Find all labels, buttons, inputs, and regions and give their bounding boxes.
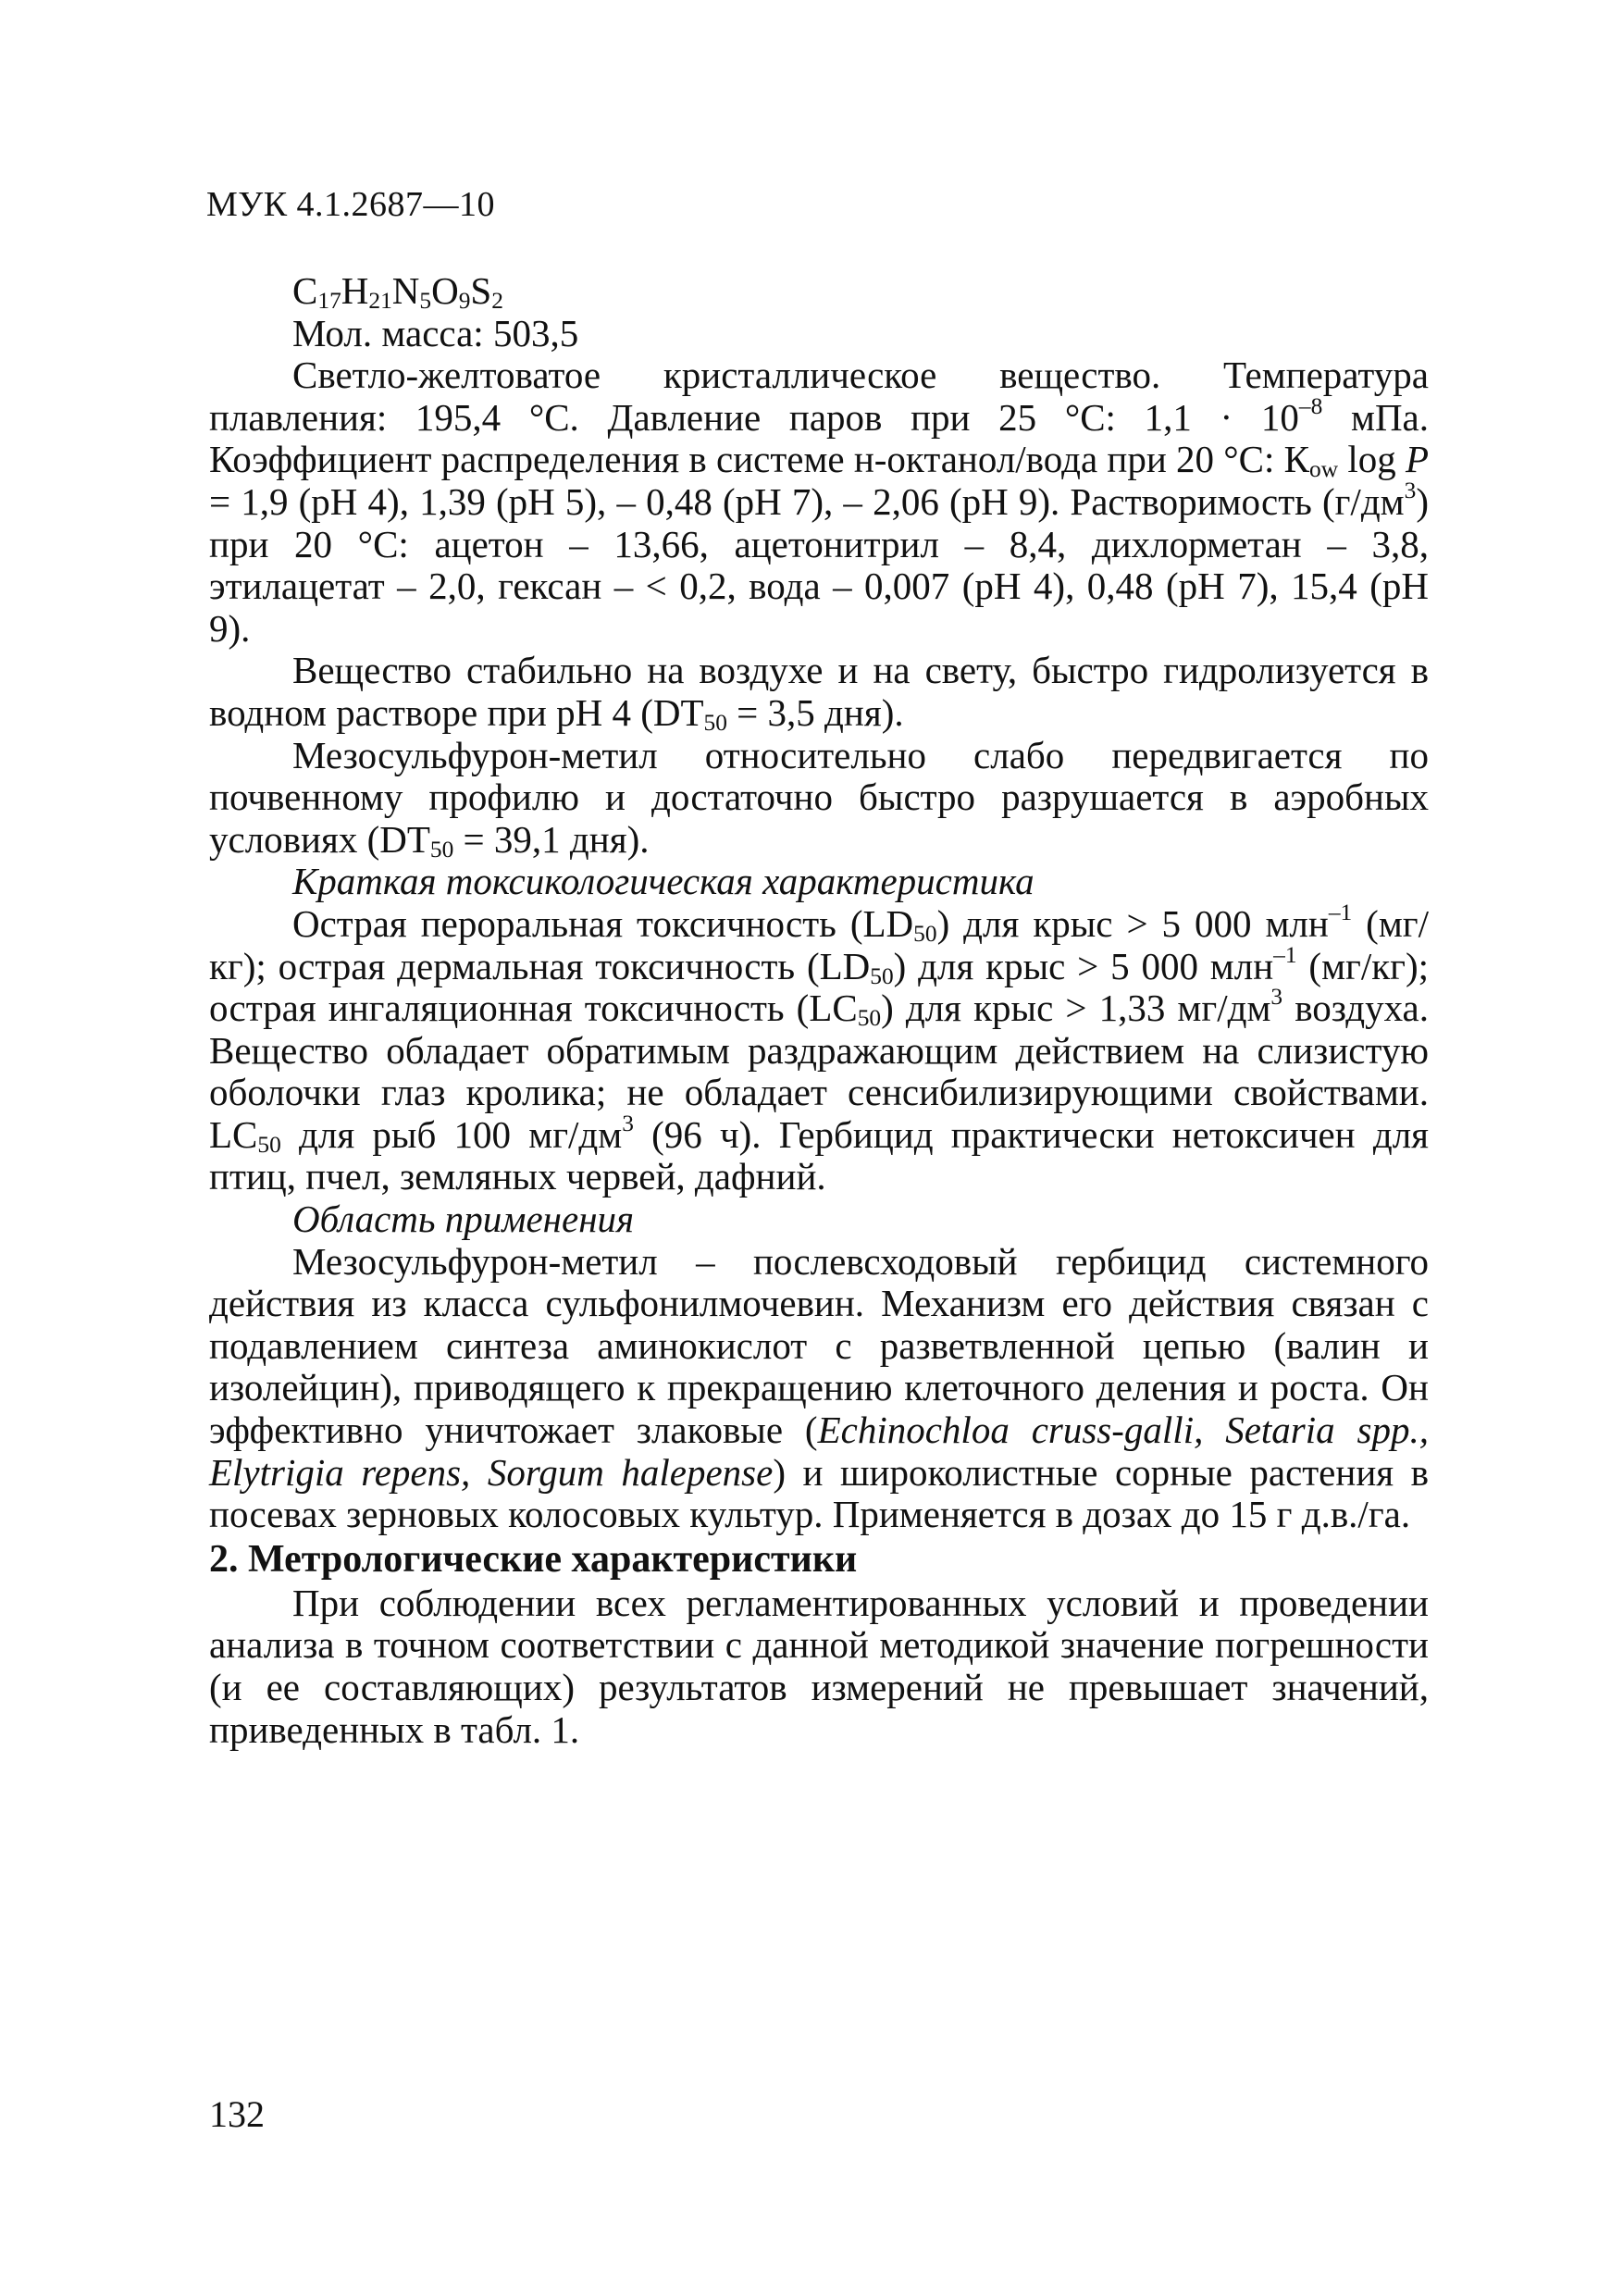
formula-h: H [341,269,369,312]
formula-c-count: 17 [317,288,341,315]
application-text-1: Мезосульфурон-метил – послевсходовый гербицид системного действия из класса сульфонилмочевин. Механизм его действия связан с подавлением синтеза аминокислот с разветвленной цепью (валин и изолейцин), приводящего к прекращению клеточного деления и роста. Он эффективно уничтожает злаковые ( [209,1239,1429,1452]
toxicity-exponent-2: –1 [1273,941,1297,968]
document-code-header: МУК 4.1.2687—10 [206,185,496,224]
application-species-list: Echinochloa cruss-galli, Setaria spp., Elytrigia repens, Sorgum halepense [209,1409,1429,1494]
stability-text-1: Вещество стабильно на воздухе и на свету, быстро гидролизуется в водном растворе при рН 4 (DT [209,649,1429,734]
page-content [209,270,1429,1751]
mobility-text-1: Мезосульфурон-метил относительно слабо передвигается по почвенному профилю и достаточно быстро разрушается в аэробных условиях (DT [209,733,1429,861]
toxicity-text-6: ) для крыс > 1,33 мг/дм [881,987,1271,1030]
toxicity-text-8: для рыб 100 мг/дм [280,1112,623,1156]
properties-text-2: мПа. Коэффициент распределения в системе н-октанол/вода при 20 °С: К [209,395,1429,481]
toxicity-ld-subscript-2: 50 [870,962,894,989]
formula-o: O [431,269,459,312]
stability-text-2: = 3,5 дня). [726,690,904,734]
formula-c: C [292,269,318,312]
toxicity-text-2: ) для крыс > 5 000 млн [936,901,1329,945]
toxicity-exponent-4: 3 [622,1111,634,1137]
molecular-mass: Мол. масса: 503,5 [292,311,579,354]
page-number: 132 [209,2093,265,2135]
stability-dt-subscript: 50 [703,710,727,737]
formula-s-count: 2 [491,288,503,315]
section-2-title: 2. Метрологические характеристики [209,1537,858,1581]
formula-h-count: 21 [368,288,392,315]
toxicity-text-3: (мг/кг); острая дермальная токсичность (LD [209,901,1429,987]
toxicity-lc-subscript-1: 50 [857,1005,882,1032]
properties-text-3: log [1338,438,1406,481]
formula-s: S [470,269,492,312]
chemical-formula [209,270,1429,313]
section-2-paragraph: При соблюдении всех регламентированных условий и проведении анализа в точном соответствии с данной методикой значение погрешности (и ее составляющих) результатов измерений не превышает значений, приведенных в табл. 1. [209,1581,1429,1751]
toxicity-exponent-3: 3 [1270,984,1283,1011]
properties-dm-exponent: 3 [1404,478,1417,504]
formula-o-count: 9 [458,288,471,315]
properties-p-symbol: P [1405,438,1430,481]
application-paragraph [209,1241,1429,1536]
mobility-paragraph [209,735,1429,862]
toxicology-heading: Краткая токсикологическая характеристика [292,860,1035,903]
formula-n: N [391,269,420,312]
physical-properties-paragraph [209,354,1429,650]
toxicity-text-9: (96 ч). Гербицид практически нетоксичен для птиц, пчел, земляных червей, дафний. [209,1112,1430,1198]
toxicity-text-7: воздуха. Вещество обладает обратимым раздражающим действием на слизистую оболочки глаз кролика; не обладает сенсибилизирующими свойствами. LC [209,987,1429,1156]
toxicity-exponent-1: –1 [1328,900,1353,926]
toxicity-text-4: ) для крыс > 5 000 млн [893,944,1274,987]
mobility-dt-subscript: 50 [429,836,454,863]
toxicity-ld-subscript-1: 50 [913,920,937,947]
properties-text-4: = 1,9 (рН 4), 1,39 (рН 5), – 0,48 (рН 7), – 2,06 (рН 9). Растворимость (г/дм [209,479,1405,523]
application-text-2: ) и широколистные сорные растения в посевах зерновых колосовых культур. Применяется в дозах до 15 г д.в./га. [209,1450,1429,1536]
toxicity-text-1: Острая пероральная токсичность (LD [292,901,914,945]
toxicity-text-5: (мг/кг); острая ингаляционная токсичность (LC [209,944,1430,1030]
toxicity-paragraph [209,900,1430,1198]
properties-kow-subscript: ow [1309,456,1339,483]
properties-exponent: –8 [1298,393,1323,419]
properties-text-1: Светло-желтоватое кристаллическое вещество. Температура плавления: 195,4 °С. Давление паров при 25 °С: 1,1 · 10 [209,354,1429,439]
stability-paragraph [209,649,1429,737]
formula-n-count: 5 [419,288,432,315]
properties-text-5: ) при 20 °С: ацетон – 13,66, ацетонитрил – 8,4, дихлорметан – 3,8, этилацетат – 2,0, гексан – < 0,2, вода – 0,007 (рН 4), 0,48 (рН 7), 15,4 (рН 9). [209,479,1429,650]
mobility-text-2: = 39,1 дня). [453,817,650,861]
toxicity-lc-subscript-2: 50 [257,1131,281,1158]
application-heading: Область применения [292,1198,635,1241]
